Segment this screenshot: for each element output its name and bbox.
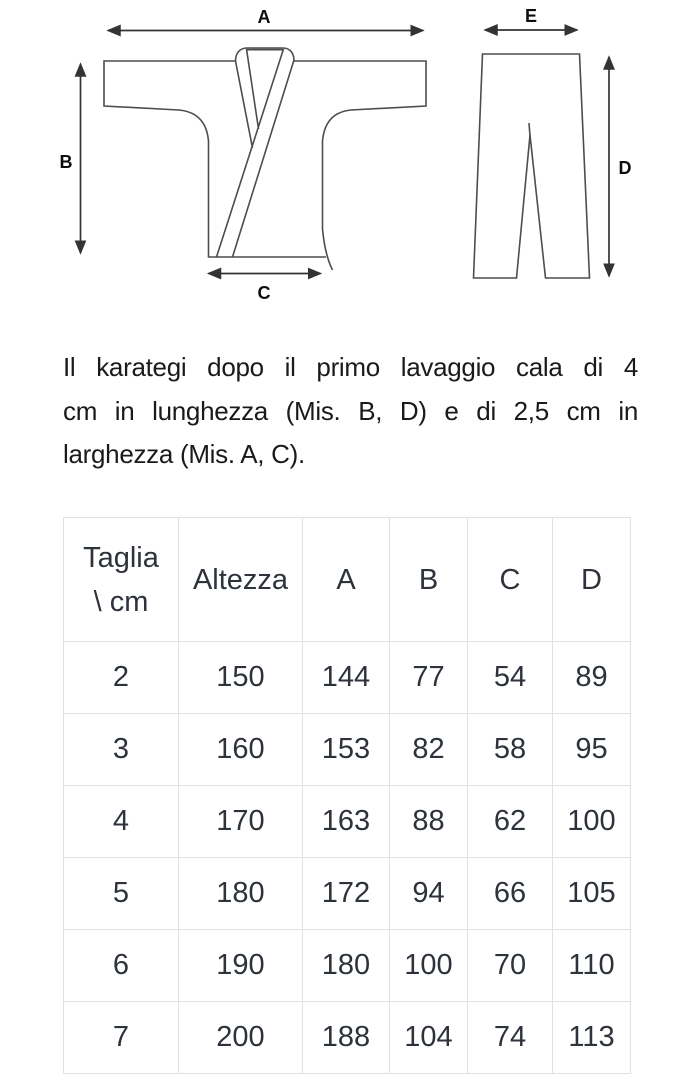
cell-b: 77 [390,642,468,714]
header-cell-b: B [390,518,468,642]
header-cell-taglia-cm [64,518,179,642]
dim-label-b: B [59,152,73,172]
cell-altezza: 200 [179,1002,303,1074]
cell-d: 113 [553,1002,631,1074]
cell-d: 100 [553,786,631,858]
table-row [64,858,631,930]
cell-b: 100 [390,930,468,1002]
cell-taglia: 4 [64,786,179,858]
table-header-row [64,518,631,642]
cell-d: 105 [553,858,631,930]
table-row [64,930,631,1002]
cell-altezza: 150 [179,642,303,714]
cell-a: 188 [303,1002,390,1074]
cell-a: 153 [303,714,390,786]
dim-label-c: C [257,283,271,303]
cell-a: 172 [303,858,390,930]
header-cell-a: A [303,518,390,642]
cell-altezza: 160 [179,714,303,786]
pants-outline-drawing [474,54,590,278]
cell-d: 95 [553,714,631,786]
cell-d: 89 [553,642,631,714]
cell-b: 82 [390,714,468,786]
cell-taglia: 2 [64,642,179,714]
cell-taglia: 5 [64,858,179,930]
table-row [64,714,631,786]
header-cell-altezza: Altezza [179,518,303,642]
cell-c: 70 [468,930,553,1002]
note-line: Il karategi dopo il primo lavaggio cala di 4 [63,352,638,382]
dim-label-d: D [618,158,632,178]
table-row [64,786,631,858]
cell-b: 104 [390,1002,468,1074]
header-cell-d: D [553,518,631,642]
cell-a: 163 [303,786,390,858]
dim-label-e: E [524,6,538,26]
header-corner-line1: Taglia [83,541,159,574]
jacket-outline-drawing [104,48,426,270]
cell-c: 74 [468,1002,553,1074]
cell-b: 88 [390,786,468,858]
cell-taglia: 7 [64,1002,179,1074]
dimension-arrows [81,30,610,276]
cell-c: 58 [468,714,553,786]
header-corner-line2: \ cm [93,585,149,618]
note-line: cm in lunghezza (Mis. B, D) e di 2,5 cm in [63,395,638,426]
wash-shrinkage-note [63,346,638,477]
cell-altezza: 190 [179,930,303,1002]
cell-d: 110 [553,930,631,1002]
dim-label-a: A [257,7,271,27]
size-table [63,517,631,1074]
cell-a: 144 [303,642,390,714]
cell-b: 94 [390,858,468,930]
karategi-diagram [0,0,699,320]
header-cell-c: C [468,518,553,642]
cell-altezza: 170 [179,786,303,858]
note-line: larghezza (Mis. A, C). [63,439,305,469]
table-row [64,1002,631,1074]
cell-c: 66 [468,858,553,930]
cell-c: 54 [468,642,553,714]
table-row [64,642,631,714]
cell-a: 180 [303,930,390,1002]
cell-taglia: 3 [64,714,179,786]
cell-c: 62 [468,786,553,858]
cell-taglia: 6 [64,930,179,1002]
cell-altezza: 180 [179,858,303,930]
